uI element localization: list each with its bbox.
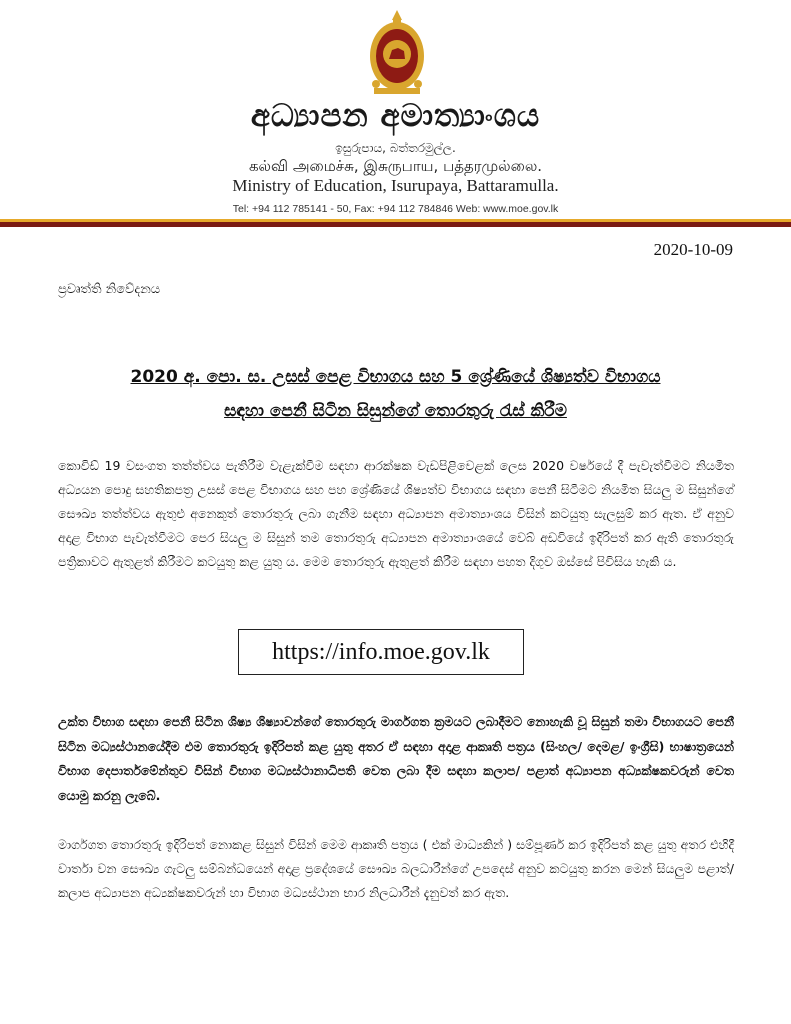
letterhead-divider [0,219,791,227]
document-date: 2020-10-09 [653,240,733,259]
title-line-1: 2020 අ. පො. ස. උසස් පෙළ විභාගය සහ 5 ශ්‍රේණියේ ශිෂ්‍යත්ව විභාගය [130,367,661,387]
national-emblem-icon [362,4,432,100]
title-line-2: සඳහා පෙනී සිටින සිසුන්ගේ තොරතුරු රැස් කිරීම [224,401,567,421]
address-sinhala: ඉසුරුපාය, බත්තරමුල්ල. [335,141,456,155]
press-release-label: ප්‍රවෘත්ති නිවේදනය [58,282,161,297]
paragraph-1: කොවිඩ් 19 වසංගත තත්ත්වය පැතිරීම වැළැක්වීම සඳහා ආරක්ෂක වැඩපිළිවෙළක් ලෙස 2020 වර්ෂයේ දී පැවැත්වීමට නියමිත අධ්‍යයන පොදු සහතිකපත්‍ර උසස් පෙළ විභාගය සහ පහ ශ්‍රේණියේ ශිෂ්‍යත්ව විභාගය සඳහා පෙනී සිටීමට නියමිත සියලු ම සිසුන්ගේ සෞඛ්‍ය තත්ත්වය ඇතුළු අනෙකුත් තොරතුරු ලබා ගැනීම සඳහා අධ්‍යාපන අමාත්‍යාංශය විසින් කටයුතු සැලසුම් කර ඇත. ඒ අනුව අදාළ විභාග පැවැත්වීමට පෙර සියලු ම සිසුන් තම තොරතුරු අධ්‍යාපන අමාත්‍යාංශයේ වෙබ් අඩවියේ ඉදිරිපත් කර ඇති තොරතුරු පත්‍රිකාවට ඇතුළත් කිරීමට කටයුතු කළ යුතු ය. මෙම තොරතුරු ඇතුළත් කිරීම සඳහා පහත දිගුව ඔස්සේ පිවිසිය හැකි ය. [58,458,734,569]
info-url-link[interactable]: https://info.moe.gov.lk [238,629,524,675]
ministry-name-english: Ministry of Education, Isurupaya, Battaramulla. [232,176,559,195]
ministry-name-sinhala: අධ්‍යාපන අමාත්‍යාංශය [250,98,541,134]
document-title [40,360,751,428]
ministry-name-tamil: கல்வி அமைச்சு, இசுருபாய, பத்தரமுல்லை. [248,157,543,175]
contact-line: Tel: +94 112 785141 - 50, Fax: +94 112 784846 Web: www.moe.gov.lk [232,203,559,215]
paragraph-2: උක්ත විභාග සඳහා පෙනී සිටින ශිෂ්‍ය ශිෂ්‍යාවන්ගේ තොරතුරු මාර්ගගත ක්‍රමයට ලබාදීමට නොහැකි වූ සිසුන් තමා විභාගයට පෙනී සිටින මධ්‍යස්ථානයේදීම එම තොරතුරු ඉදිරිපත් කළ යුතු අතර ඒ සඳහා අදාළ ආකෘති පත්‍රය (සිංහල/ දෙමළ/ ඉංග්‍රීසි) භාෂාත්‍රයෙන් විභාග දෙපාර්තමේන්තුව විසින් විභාග මධ්‍යස්ථානාධිපති වෙත ලබා දීම සඳහා කලාප/ පළාත් අධ්‍යාපන අධ්‍යක්ෂකවරුන් වෙත යොමු කරනු ලැබේ. [58,714,734,803]
paragraph-3: මාර්ගගත තොරතුරු ඉදිරිපත් නොකළ සිසුන් විසින් මෙම ආකෘති පත්‍රය ( එක් මාධ්‍යකින් ) සම්පූර්ණ කර ඉදිරිපත් කළ යුතු අතර එහිදී වාර්තා වන සෞඛ්‍ය ගැටලු සම්බන්ධයෙන් අදාළ ප්‍රදේශයේ සෞඛ්‍ය බලධාරීන්ගේ උපදෙස් අනුව කටයුතු කරන මෙන් සියලුම පළාත්/කලාප අධ්‍යාපන අධ්‍යක්ෂකවරුන් හා විභාග මධ්‍යස්ථාන භාර නිලධාරීන් දැනුවත් කර ඇත. [58,837,734,900]
